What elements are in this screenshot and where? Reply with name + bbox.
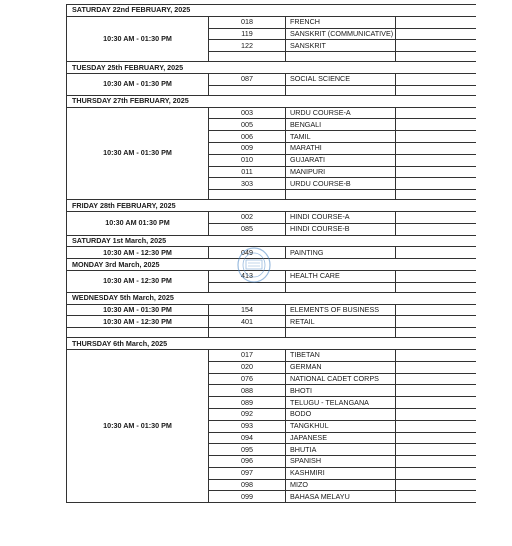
empty-cell bbox=[396, 432, 477, 444]
exam-date: MONDAY 3rd March, 2025 bbox=[67, 259, 477, 271]
empty-cell bbox=[396, 166, 477, 178]
subject-code: 017 bbox=[209, 349, 286, 361]
empty-cell bbox=[67, 328, 209, 338]
exam-time: 10:30 AM - 12:30 PM bbox=[67, 270, 209, 292]
subject-code: 094 bbox=[209, 432, 286, 444]
subject-code: 119 bbox=[209, 28, 286, 40]
empty-cell bbox=[396, 373, 477, 385]
empty-cell bbox=[396, 142, 477, 154]
subject-code: 088 bbox=[209, 385, 286, 397]
subject-name: RETAIL bbox=[286, 316, 396, 328]
subject-name: GUJARATI bbox=[286, 154, 396, 166]
subject-code: 122 bbox=[209, 40, 286, 52]
subject-name: MIZO bbox=[286, 479, 396, 491]
empty-cell bbox=[396, 178, 477, 190]
subject-name: GERMAN bbox=[286, 361, 396, 373]
empty-cell bbox=[396, 479, 477, 491]
subject-name: URDU COURSE-B bbox=[286, 178, 396, 190]
empty-cell bbox=[286, 282, 396, 292]
empty-cell bbox=[209, 52, 286, 62]
subject-code: 005 bbox=[209, 119, 286, 131]
subject-name: BODO bbox=[286, 408, 396, 420]
empty-cell bbox=[396, 119, 477, 131]
empty-cell bbox=[396, 190, 477, 200]
subject-name: TAMIL bbox=[286, 131, 396, 143]
empty-cell bbox=[286, 52, 396, 62]
exam-time: 10:30 AM 01:30 PM bbox=[67, 211, 209, 235]
subject-code: 095 bbox=[209, 444, 286, 456]
date-header-row bbox=[67, 292, 477, 304]
subject-code: 096 bbox=[209, 456, 286, 468]
exam-date: SATURDAY 1st March, 2025 bbox=[67, 235, 477, 247]
empty-cell bbox=[396, 223, 477, 235]
subject-name: TIBETAN bbox=[286, 349, 396, 361]
subject-code: 011 bbox=[209, 166, 286, 178]
empty-cell bbox=[396, 73, 477, 85]
subject-name: URDU COURSE-A bbox=[286, 107, 396, 119]
subject-code: 097 bbox=[209, 467, 286, 479]
exam-date: THURSDAY 27th FEBRUARY, 2025 bbox=[67, 95, 477, 107]
subject-row bbox=[67, 73, 477, 85]
exam-date: WEDNESDAY 5th March, 2025 bbox=[67, 292, 477, 304]
subject-name: JAPANESE bbox=[286, 432, 396, 444]
empty-cell bbox=[396, 361, 477, 373]
empty-cell bbox=[209, 190, 286, 200]
empty-cell bbox=[396, 211, 477, 223]
empty-cell bbox=[396, 85, 477, 95]
subject-row bbox=[67, 107, 477, 119]
empty-cell bbox=[286, 328, 396, 338]
subject-name: HEALTH CARE bbox=[286, 270, 396, 282]
date-header-row bbox=[67, 95, 477, 107]
subject-code: 020 bbox=[209, 361, 286, 373]
empty-cell bbox=[209, 85, 286, 95]
subject-code: 099 bbox=[209, 491, 286, 503]
empty-cell bbox=[286, 190, 396, 200]
date-header-row bbox=[67, 5, 477, 17]
empty-cell bbox=[396, 385, 477, 397]
subject-name: HINDI COURSE-A bbox=[286, 211, 396, 223]
subject-code: 303 bbox=[209, 178, 286, 190]
subject-code: 154 bbox=[209, 304, 286, 316]
subject-name: SPANISH bbox=[286, 456, 396, 468]
empty-cell bbox=[396, 154, 477, 166]
subject-name: SOCIAL SCIENCE bbox=[286, 73, 396, 85]
empty-cell bbox=[209, 328, 286, 338]
subject-code: 401 bbox=[209, 316, 286, 328]
empty-cell bbox=[396, 107, 477, 119]
subject-name: TELUGU - TELANGANA bbox=[286, 397, 396, 409]
subject-code: 087 bbox=[209, 73, 286, 85]
subject-row bbox=[67, 316, 477, 328]
empty-cell bbox=[396, 316, 477, 328]
empty-cell bbox=[396, 40, 477, 52]
subject-code: 049 bbox=[209, 247, 286, 259]
subject-row bbox=[67, 304, 477, 316]
date-header-row bbox=[67, 200, 477, 212]
empty-cell bbox=[396, 304, 477, 316]
subject-code: 085 bbox=[209, 223, 286, 235]
subject-name: KASHMIRI bbox=[286, 467, 396, 479]
date-header-row bbox=[67, 62, 477, 74]
subject-code: 093 bbox=[209, 420, 286, 432]
exam-time: 10:30 AM - 01:30 PM bbox=[67, 349, 209, 502]
subject-code: 006 bbox=[209, 131, 286, 143]
exam-time: 10:30 AM - 01:30 PM bbox=[67, 16, 209, 61]
subject-code: 010 bbox=[209, 154, 286, 166]
subject-code: 018 bbox=[209, 16, 286, 28]
subject-name: MARATHI bbox=[286, 142, 396, 154]
subject-code: 092 bbox=[209, 408, 286, 420]
empty-cell bbox=[396, 328, 477, 338]
empty-cell bbox=[396, 247, 477, 259]
subject-row bbox=[67, 349, 477, 361]
subject-row bbox=[67, 16, 477, 28]
exam-time: 10:30 AM - 01:30 PM bbox=[67, 107, 209, 200]
subject-code: 098 bbox=[209, 479, 286, 491]
empty-cell bbox=[396, 420, 477, 432]
subject-name: FRENCH bbox=[286, 16, 396, 28]
subject-name: ELEMENTS OF BUSINESS bbox=[286, 304, 396, 316]
empty-cell bbox=[396, 52, 477, 62]
blank-row bbox=[67, 328, 477, 338]
board-seal-stamp bbox=[236, 246, 272, 284]
exam-date: FRIDAY 28th FEBRUARY, 2025 bbox=[67, 200, 477, 212]
subject-name: MANIPURI bbox=[286, 166, 396, 178]
exam-date: TUESDAY 25th FEBRUARY, 2025 bbox=[67, 62, 477, 74]
subject-name: TANGKHUL bbox=[286, 420, 396, 432]
subject-name: PAINTING bbox=[286, 247, 396, 259]
empty-cell bbox=[396, 282, 477, 292]
subject-name: NATIONAL CADET CORPS bbox=[286, 373, 396, 385]
subject-code: 076 bbox=[209, 373, 286, 385]
subject-row bbox=[67, 211, 477, 223]
empty-cell bbox=[396, 456, 477, 468]
empty-cell bbox=[396, 131, 477, 143]
exam-date: THURSDAY 6th March, 2025 bbox=[67, 338, 477, 350]
subject-name: BAHASA MELAYU bbox=[286, 491, 396, 503]
exam-time: 10:30 AM - 12:30 PM bbox=[67, 316, 209, 328]
empty-cell bbox=[396, 349, 477, 361]
empty-cell bbox=[396, 16, 477, 28]
subject-name: BHOTI bbox=[286, 385, 396, 397]
empty-cell bbox=[396, 270, 477, 282]
empty-cell bbox=[396, 397, 477, 409]
subject-code: 003 bbox=[209, 107, 286, 119]
subject-code: 009 bbox=[209, 142, 286, 154]
subject-code: 089 bbox=[209, 397, 286, 409]
exam-date: SATURDAY 22nd FEBRUARY, 2025 bbox=[67, 5, 477, 17]
subject-name: SANSKRIT (COMMUNICATIVE) bbox=[286, 28, 396, 40]
empty-cell bbox=[286, 85, 396, 95]
empty-cell bbox=[396, 28, 477, 40]
empty-cell bbox=[396, 444, 477, 456]
subject-name: BENGALI bbox=[286, 119, 396, 131]
subject-code: 413 bbox=[209, 270, 286, 282]
subject-code: 002 bbox=[209, 211, 286, 223]
exam-time: 10:30 AM - 01:30 PM bbox=[67, 304, 209, 316]
subject-name: HINDI COURSE-B bbox=[286, 223, 396, 235]
empty-cell bbox=[396, 408, 477, 420]
empty-cell bbox=[396, 491, 477, 503]
exam-time: 10:30 AM - 01:30 PM bbox=[67, 73, 209, 95]
date-header-row bbox=[67, 338, 477, 350]
empty-cell bbox=[396, 467, 477, 479]
subject-name: BHUTIA bbox=[286, 444, 396, 456]
exam-time: 10:30 AM - 12:30 PM bbox=[67, 247, 209, 259]
subject-name: SANSKRIT bbox=[286, 40, 396, 52]
